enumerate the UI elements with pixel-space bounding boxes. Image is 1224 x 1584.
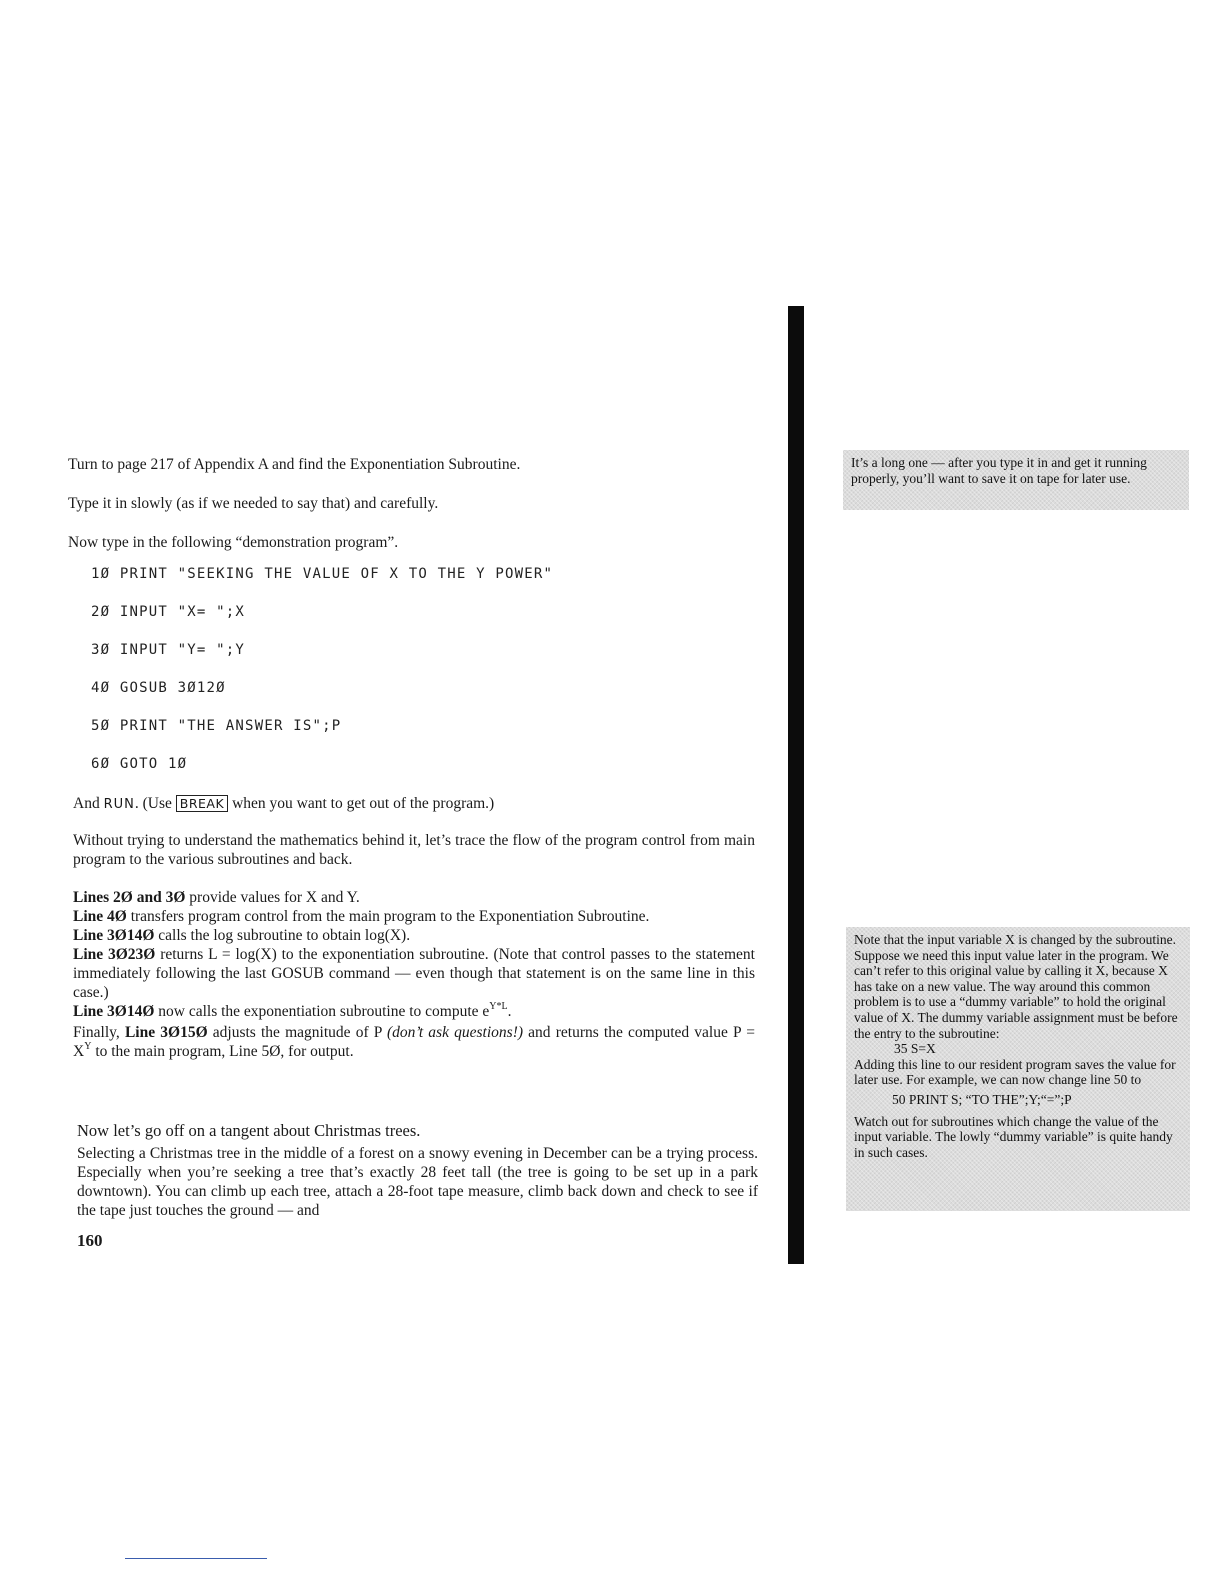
page-number: 160 (77, 1231, 103, 1250)
trace-line-30150: Finally, Line 3Ø15Ø adjusts the magnitude of P (don’t ask questions!) and returns the computed value $P = X^Y$ to the main program, Line 5Ø, for output. (73, 1024, 755, 1060)
trace-line-30140-exp: Line 3Ø14Ø now calls the exponentiation subroutine to compute $e^{Y*L}$. (73, 1001, 512, 1020)
code-line-10: 1Ø PRINT "SEEKING THE VALUE OF X TO THE Y POWER" (91, 566, 554, 582)
trace-list (73, 888, 755, 1063)
code-line-60: 6Ø GOTO 1Ø (91, 756, 188, 772)
trace-line-40: Line 4Ø transfers program control from the main program to the Exponentiation Subroutine. (73, 908, 650, 925)
note-code-50: 50 PRINT S; “TO THE”;Y;“=”;P (892, 1091, 1072, 1107)
run-command: RUN (103, 797, 135, 812)
sidebar-note-save-tape: It’s a long one — after you type it in and get it running properly, you’ll want to save it on tape for later use. (843, 450, 1189, 510)
code-line-30: 3Ø INPUT "Y= ";Y (91, 642, 246, 658)
paragraph-type-slowly: Type it in slowly (as if we needed to say that) and carefully. (68, 495, 439, 512)
note-paragraph: Note that the input variable X is changed by the subroutine. Suppose we need this input value later in the program. We can’t refer to this original value by calling it X, because X has take on a new value. The way around this common problem is to use a “dummy variable” to hold the original value of X. The dummy variable assignment must be before the entry to the subroutine: (854, 932, 1178, 1041)
code-line-40: 4Ø GOSUB 3Ø12Ø (91, 680, 226, 696)
section-heading: Now let’s go off on a tangent about Christmas trees. (77, 1121, 421, 1140)
paragraph-christmas-trees: Selecting a Christmas tree in the middle of a forest on a snowy evening in December can be a trying process. Especially when you’re seeking a tree that’s exactly 28 feet tall (the tree is going to be set up in a park downtown). You can climb up each tree, attach a 28-foot tape measure, climb back down and check to see if the tape just touches the ground — and (77, 1145, 758, 1219)
note-paragraph: Watch out for subroutines which change the value of the input variable. The lowly “dummy variable” is quite handy in such cases. (854, 1113, 1173, 1160)
trace-line-30140: Line 3Ø14Ø calls the log subroutine to obtain log(X). (73, 927, 411, 944)
paragraph-demo-intro: Now type in the following “demonstration program”. (68, 534, 399, 551)
code-line-50: 5Ø PRINT "THE ANSWER IS";P (91, 718, 342, 734)
trace-line-20-30: Lines 2Ø and 3Ø provide values for X and Y. (73, 889, 360, 906)
note-code-35: 35 S=X (894, 1041, 936, 1057)
sidebar-note-dummy-variable (846, 927, 1190, 1211)
margin-bar (788, 306, 804, 1264)
trace-line-30230: Line 3Ø23Ø returns L = log(X) to the exponentiation subroutine. (Note that control passes to the statement immediately following the last GOSUB command — even though that statement is on the same line in this case.) (73, 946, 755, 1001)
break-key: BREAK (176, 795, 228, 812)
paragraph-and-run: And RUN. (Use BREAK when you want to get out of the program.) (73, 795, 495, 812)
paragraph-appendix: Turn to page 217 of Appendix A and find the Exponentiation Subroutine. (68, 456, 521, 473)
code-line-20: 2Ø INPUT "X= ";X (91, 604, 246, 620)
footer-rule (125, 1558, 267, 1559)
paragraph-trace-intro: Without trying to understand the mathematics behind it, let’s trace the flow of the program control from main program to the various subroutines and back. (73, 832, 755, 868)
note-paragraph: Adding this line to our resident program saves the value for later use. For example, we can now change line 50 to (854, 1056, 1176, 1088)
